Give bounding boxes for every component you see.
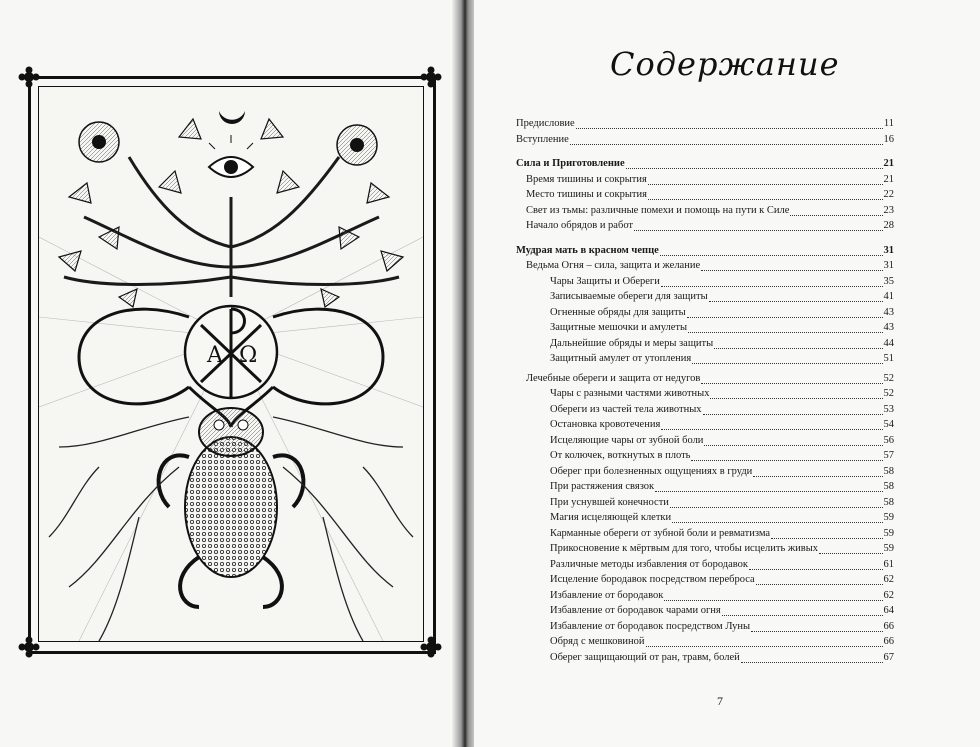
chi-rho-icon: [185, 306, 277, 398]
toc-entry[interactable]: [516, 258, 894, 274]
toc-leader-dots: [570, 135, 883, 145]
woodcut-illustration: [39, 87, 423, 641]
toc-leader-dots: [753, 467, 882, 477]
toc-leader-dots: [661, 420, 882, 430]
toc-leader-dots: [646, 637, 883, 647]
toc-entry[interactable]: [516, 510, 894, 526]
eye-icon: [209, 135, 253, 177]
toc-entry-title: Время тишины и сокрытия: [526, 173, 647, 185]
toc-entry-title: Записываемые обереги для защиты: [550, 291, 708, 302]
toc-leader-dots: [648, 190, 883, 200]
corner-ornament-icon: [420, 636, 442, 658]
toc-entry[interactable]: [516, 650, 894, 666]
toc-entry[interactable]: [516, 433, 894, 449]
toc-entry-title: Место тишины и сокрытия: [526, 189, 647, 200]
toc-entry-page: 59: [883, 512, 894, 523]
toc-leader-dots: [687, 308, 883, 318]
toc-entry-title: Оберег при болезненных ощущениях в груди: [550, 465, 753, 477]
toc-entry-title: Исцеляющие чары от зубной боли: [550, 434, 704, 446]
toc-entry[interactable]: [516, 243, 894, 259]
toc-entry-title: Карманные обереги от зубной боли и ревматизма: [550, 527, 771, 539]
toc-entry-title: Сила и Приготовление: [516, 158, 625, 169]
toc-entry-page: 41: [883, 291, 894, 302]
toc-section-gap: [516, 234, 894, 243]
toc-entry[interactable]: [516, 156, 894, 172]
toc-leader-dots: [710, 389, 882, 399]
toc-entry[interactable]: [516, 464, 894, 480]
toc-leader-dots: [722, 606, 883, 616]
toc-leader-dots: [648, 175, 883, 185]
toc-entry-title: Обряд с мешковиной: [550, 636, 645, 647]
toc-entry-page: 62: [883, 574, 894, 585]
toc-leader-dots: [790, 206, 882, 216]
toc-entry[interactable]: [516, 541, 894, 557]
toc-entry-page: 16: [883, 133, 894, 145]
toc-entry-page: 21: [883, 158, 894, 169]
toc-leader-dots: [660, 246, 883, 256]
toc-entry-title: Начало обрядов и работ: [526, 220, 634, 231]
toc-entry[interactable]: [516, 557, 894, 573]
toc-entry[interactable]: [516, 289, 894, 305]
toc-entry[interactable]: [516, 274, 894, 290]
toc-leader-dots: [701, 261, 882, 271]
toc-leader-dots: [703, 405, 883, 415]
toc-entry-page: 59: [883, 527, 894, 539]
toc-entry-title: Ведьма Огня – сила, защита и желание: [526, 260, 701, 271]
toc-entry-title: Лечебные обереги и защита от недугов: [526, 372, 701, 384]
toc-entry[interactable]: [516, 526, 894, 542]
toc-entry-page: 56: [883, 434, 894, 446]
toc-entry-page: 64: [883, 605, 894, 616]
toc-leader-dots: [655, 482, 882, 492]
toc-entry[interactable]: [516, 572, 894, 588]
toc-entry-title: Мудрая мать в красном чепце: [516, 244, 659, 256]
toc-entry-title: Свет из тьмы: различные помехи и помощь на пути к Силе: [526, 204, 790, 216]
toc-entry-page: 31: [883, 244, 894, 256]
toc-entry-page: 66: [883, 636, 894, 647]
toc-entry-page: 58: [883, 481, 894, 492]
toc-entry-title: Дальнейшие обряды и меры защиты: [550, 337, 714, 349]
toc-entry-page: 61: [883, 558, 894, 570]
toc-entry[interactable]: [516, 132, 894, 148]
corner-ornament-icon: [420, 66, 442, 88]
toc-entry[interactable]: [516, 417, 894, 433]
toc-entry-title: Чары Защиты и Обереги: [550, 275, 660, 287]
toc-entry[interactable]: [516, 603, 894, 619]
toc-entry[interactable]: [516, 172, 894, 188]
toc-entry-title: Различные методы избавления от бородавок: [550, 558, 749, 570]
toc-entry-page: 52: [883, 388, 894, 399]
toc-entry-page: 67: [883, 651, 894, 663]
toc-entry[interactable]: [516, 634, 894, 650]
toc-entry[interactable]: [516, 305, 894, 321]
toc-entry-page: 44: [883, 337, 894, 349]
toc-leader-dots: [771, 529, 882, 539]
toc-leader-dots: [741, 653, 883, 663]
toc-leader-dots: [819, 544, 883, 554]
toc-leader-dots: [692, 354, 882, 364]
toc-entry[interactable]: [516, 588, 894, 604]
toc-leader-dots: [756, 575, 883, 585]
toc-entry-page: 23: [883, 204, 894, 216]
toc-entry-title: Защитные мешочки и амулеты: [550, 322, 688, 333]
toc-entry-page: 31: [883, 260, 894, 271]
toc-entry-page: 28: [883, 220, 894, 231]
toc-entry-page: 22: [883, 189, 894, 200]
toc-entry-title: От колючек, воткнутых в плоть: [550, 450, 691, 461]
toc-entry-title: Магия исцеляющей клетки: [550, 512, 672, 523]
toc-leader-dots: [688, 323, 882, 333]
toc-entry-title: Чары с разными частями животных: [550, 388, 710, 399]
toc-entry-page: 62: [883, 589, 894, 601]
toc-leader-dots: [672, 513, 882, 523]
toc-entry-title: Прикосновение к мёртвым для того, чтобы исцелить живых: [550, 543, 818, 554]
toc-entry-page: 54: [883, 419, 894, 430]
toc-entry[interactable]: [516, 218, 894, 234]
toc-entry[interactable]: [516, 619, 894, 635]
toc-leader-dots: [704, 436, 882, 446]
toc-entry-page: 52: [883, 372, 894, 384]
toc-entry-title: Предисловие: [516, 118, 575, 129]
toc-title: Содержание: [610, 45, 840, 83]
toc-entry-page: 53: [883, 403, 894, 415]
toc-entry-page: 58: [883, 496, 894, 508]
toc-entry-page: 59: [883, 543, 894, 554]
toc-entry-title: При растяжения связок: [550, 481, 655, 492]
toc-entry-title: Огненные обряды для защиты: [550, 306, 686, 318]
toc-leader-dots: [691, 451, 882, 461]
toc-leader-dots: [714, 339, 882, 349]
toc-entry[interactable]: [516, 336, 894, 352]
illustration-frame: [38, 86, 424, 642]
toc-entry[interactable]: [516, 386, 894, 402]
toc-entry-page: 21: [883, 173, 894, 185]
toc-entry[interactable]: [516, 320, 894, 336]
toc-entry-title: Защитный амулет от утопления: [550, 353, 692, 364]
toc-entry[interactable]: [516, 187, 894, 203]
table-of-contents: [516, 116, 894, 665]
toc-entry-page: 43: [883, 322, 894, 333]
toc-leader-dots: [664, 591, 882, 601]
toc-entry-title: Остановка кровотечения: [550, 419, 661, 430]
toc-entry[interactable]: [516, 402, 894, 418]
toc-entry-title: Обереги из частей тела животных: [550, 403, 702, 415]
toc-leader-dots: [749, 560, 882, 570]
toc-entry[interactable]: [516, 116, 894, 132]
toc-leader-dots: [576, 119, 883, 129]
toc-leader-dots: [670, 498, 883, 508]
page-number: 7: [717, 694, 723, 708]
toc-entry-page: 43: [883, 306, 894, 318]
toc-entry-title: Исцеление бородавок посредством переброса: [550, 574, 755, 585]
toc-entry[interactable]: [516, 495, 894, 511]
toc-entry-title: Избавление от бородавок чарами огня: [550, 605, 721, 616]
toc-entry-title: Вступление: [516, 133, 569, 145]
toc-entry[interactable]: [516, 479, 894, 495]
corner-ornament-icon: [18, 636, 40, 658]
toc-entry[interactable]: [516, 371, 894, 387]
toc-leader-dots: [634, 221, 882, 231]
toc-entry-title: Избавление от бородавок посредством Луны: [550, 620, 751, 632]
crescent-moon-icon: [219, 111, 245, 124]
toc-leader-dots: [751, 622, 882, 632]
toc-leader-dots: [701, 374, 882, 384]
toc-entry-page: 57: [883, 450, 894, 461]
toc-entry-page: 35: [883, 275, 894, 287]
toc-section-gap: [516, 147, 894, 156]
toc-entry[interactable]: [516, 203, 894, 219]
toc-entry-title: При уснувшей конечности: [550, 496, 669, 508]
toc-leader-dots: [709, 292, 883, 302]
toc-entry-title: Оберег защищающий от ран, травм, болей: [550, 651, 740, 663]
toc-entry[interactable]: [516, 351, 894, 367]
toc-entry-page: 58: [883, 465, 894, 477]
toc-leader-dots: [661, 277, 883, 287]
toc-entry-page: 66: [883, 620, 894, 632]
toc-entry[interactable]: [516, 448, 894, 464]
corner-ornament-icon: [18, 66, 40, 88]
alpha-glyph: A: [207, 343, 223, 368]
toc-leader-dots: [626, 159, 883, 169]
toc-entry-title: Избавление от бородавок: [550, 589, 664, 601]
omega-glyph: Ω: [239, 343, 258, 368]
toc-entry-page: 51: [883, 353, 894, 364]
toc-entry-page: 11: [883, 118, 894, 129]
